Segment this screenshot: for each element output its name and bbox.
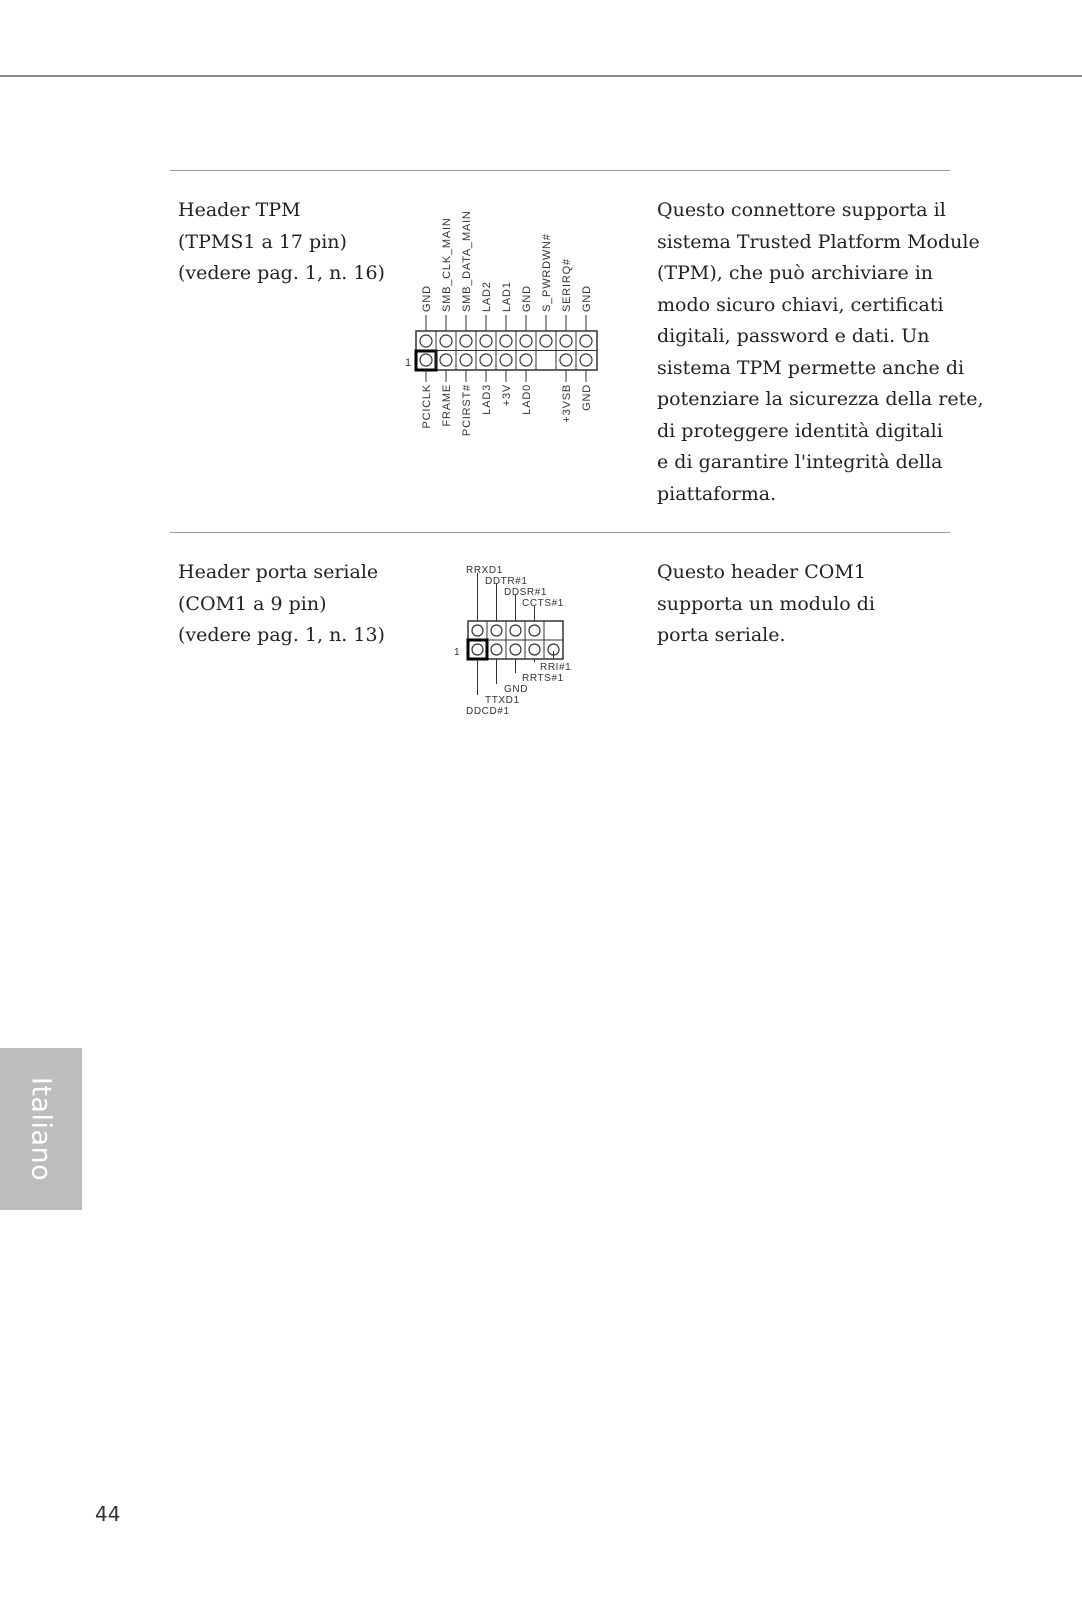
description-line: (TPM), che può archiviare in — [657, 262, 934, 284]
tpm-pinout-diagram — [390, 200, 620, 450]
pin-label-bottom: RRTS#1 — [522, 673, 564, 684]
pin-label-top: GND — [521, 285, 533, 312]
description-line: potenziare la sicurezza della rete, — [657, 388, 984, 410]
pin-label-bottom: +3V — [501, 384, 513, 407]
section-divider — [170, 170, 950, 171]
description-line: supporta un modulo di — [657, 592, 875, 615]
pin-label-top: GND — [421, 285, 433, 312]
pin-label-bottom: PCIRST# — [461, 384, 473, 437]
description-line: e di garantire l'integrità della — [657, 451, 943, 473]
pin-label-top: DDTR#1 — [485, 576, 528, 587]
title-line: Header TPM — [178, 199, 301, 221]
pin-label-top: RRXD1 — [466, 565, 503, 576]
pin-label-top: DDSR#1 — [504, 587, 548, 598]
title-line: (COM1 a 9 pin) — [178, 592, 327, 615]
tpm-header-title — [178, 195, 385, 290]
pin1-label: 1 — [454, 647, 460, 658]
pin-label-bottom: LAD0 — [521, 384, 533, 415]
title-line: (vedere pag. 1, n. 16) — [178, 262, 385, 284]
bottom-leader-lines — [426, 370, 586, 382]
title-line: (vedere pag. 1, n. 13) — [178, 624, 385, 646]
top-leader-lines — [426, 315, 586, 331]
pin-label-top: SERIRQ# — [561, 258, 573, 312]
language-tab — [0, 1048, 82, 1210]
pin-label-bottom: TTXD1 — [485, 695, 520, 706]
pin-label-bottom: FRAME — [441, 384, 453, 427]
description-line: digitali, password e dati. Un — [657, 325, 930, 347]
description-line: sistema TPM permette anche di — [657, 356, 965, 379]
pin-label-top: CCTS#1 — [522, 598, 564, 609]
description-line: modo sicuro chiavi, certificati — [657, 293, 944, 316]
language-tab-label: Italiano — [25, 1076, 57, 1182]
pin-label-top: S_PWRDWN# — [541, 233, 553, 312]
pin-label-top: SMB_DATA_MAIN — [461, 210, 473, 312]
pin-label-bottom: LAD3 — [481, 384, 493, 415]
title-line: Header porta seriale — [178, 561, 379, 583]
description-line: sistema Trusted Platform Module — [657, 230, 980, 253]
section-divider — [170, 532, 950, 533]
pin-label-bottom: PCICLK — [421, 384, 433, 429]
description-line: porta seriale. — [657, 624, 786, 646]
pin-label-top: LAD1 — [501, 281, 513, 312]
description-line: piattaforma. — [657, 482, 777, 505]
description-line: di proteggere identità digitali — [657, 419, 943, 442]
pin-label-top: LAD2 — [481, 281, 493, 312]
pin1-marker — [468, 640, 487, 659]
pin-label-bottom: +3VSB — [561, 384, 573, 423]
pin-label-bottom: DDCD#1 — [466, 706, 510, 717]
title-line: (TPMS1 a 17 pin) — [178, 230, 347, 253]
com1-header-title — [178, 557, 385, 652]
pin-label-bottom: RRI#1 — [540, 662, 572, 673]
com1-pinout-diagram — [450, 565, 600, 725]
tpm-description — [657, 195, 984, 510]
pin1-label: 1 — [404, 357, 412, 369]
pin-label-top: SMB_CLK_MAIN — [441, 217, 453, 312]
description-line: Questo connettore supporta il — [657, 199, 946, 221]
pin-label-top: GND — [581, 285, 593, 312]
pin-label-bottom: GND — [581, 384, 593, 411]
header-rule — [0, 75, 1082, 77]
page-number: 44 — [95, 1502, 121, 1526]
pin-label-bottom: GND — [504, 684, 529, 695]
com1-description — [657, 557, 957, 652]
description-line: Questo header COM1 — [657, 561, 866, 583]
